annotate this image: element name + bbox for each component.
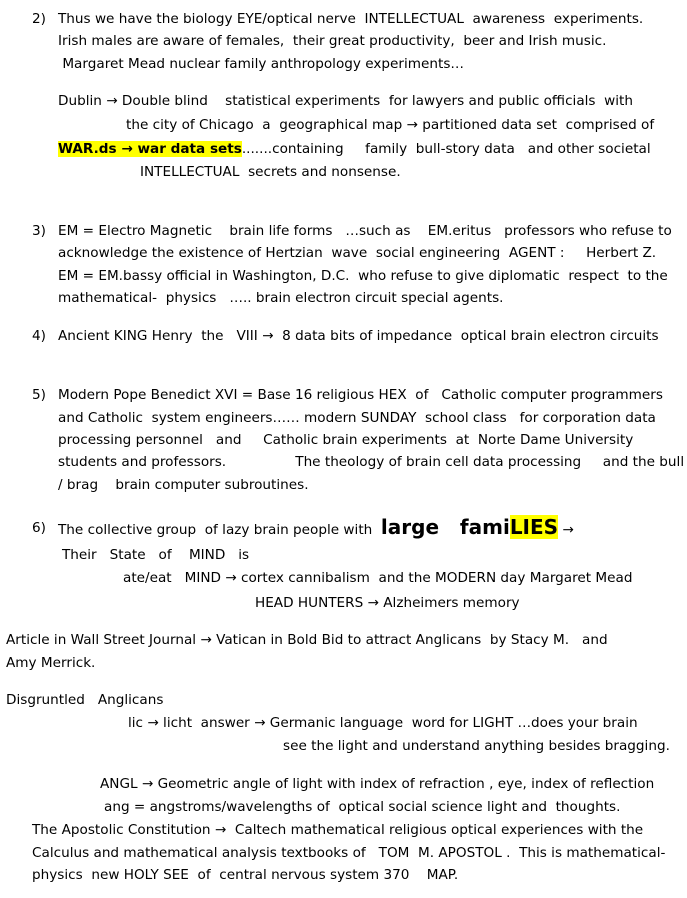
- text-line: INTELLECTUAL secrets and nonsense.: [140, 164, 401, 180]
- item-number-5: 5): [32, 387, 46, 403]
- text-line: Disgruntled Anglicans: [6, 692, 164, 708]
- item-number-6: 6): [32, 520, 46, 536]
- text-line: see the light and understand anything besides bragging.: [283, 738, 670, 754]
- text-line: physics new HOLY SEE of central nervous system 370 MAP.: [32, 867, 459, 883]
- text-line: Modern Pope Benedict XVI = Base 16 religious HEX of Catholic computer programmers: [58, 387, 663, 403]
- item-number-2: 2): [32, 11, 46, 27]
- text-line: Article in Wall Street Journal → Vatican in Bold Bid to attract Anglicans by Stacy M. and: [6, 632, 608, 648]
- arrow-text: →: [558, 522, 574, 538]
- text-line: EM = Electro Magnetic brain life forms …such as EM.eritus professors who refuse to: [58, 223, 672, 239]
- text-line: Ancient KING Henry the VIII → 8 data bits of impedance optical brain electron circuits: [58, 328, 659, 344]
- text-line: Margaret Mead nuclear family anthropology experiments…: [58, 56, 465, 72]
- text-line: Irish males are aware of females, their great productivity, beer and Irish music.: [58, 33, 607, 49]
- text-line: Amy Merrick.: [6, 655, 96, 671]
- text-span: .......containing family bull-story data and other societal: [241, 141, 651, 157]
- text-line: EM = EM.bassy official in Washington, D.C. who refuse to give diplomatic respect to the: [58, 268, 668, 284]
- text-line: Calculus and mathematical analysis textbooks of TOM M. APOSTOL . This is mathematical-: [32, 845, 666, 861]
- text-line: HEAD HUNTERS → Alzheimers memory: [255, 595, 520, 611]
- text-line: the city of Chicago a geographical map → partitioned data set comprised of: [126, 117, 655, 133]
- item-number-4: 4): [32, 328, 46, 344]
- highlighted-large-text: LIES: [509, 515, 559, 539]
- text-line: and Catholic system engineers…… modern SUNDAY school class for corporation data: [58, 410, 656, 426]
- text-line: Dublin → Double blind statistical experiments for lawyers and public officials with: [58, 93, 633, 109]
- text-line: Their State of MIND is: [62, 547, 250, 563]
- text-line: lic → licht answer → Germanic language word for LIGHT …does your brain: [128, 715, 638, 731]
- text-line: mathematical- physics ….. brain electron circuit special agents.: [58, 290, 504, 306]
- text-span: The collective group of lazy brain people with: [58, 522, 381, 538]
- highlighted-text: WAR.ds → war data sets: [58, 141, 242, 157]
- text-line: students and professors. The theology of brain cell data processing and the bull: [58, 454, 685, 470]
- text-line: acknowledge the existence of Hertzian wave social engineering AGENT : Herbert Z.: [58, 245, 657, 261]
- large-text: large fami: [380, 515, 510, 539]
- item-number-3: 3): [32, 223, 46, 239]
- text-line: [58, 140, 651, 158]
- text-line: [58, 514, 574, 543]
- text-line: processing personnel and Catholic brain experiments at Norte Dame University: [58, 432, 634, 448]
- text-line: ate/eat MIND → cortex cannibalism and the MODERN day Margaret Mead: [123, 570, 633, 586]
- text-line: ANGL → Geometric angle of light with index of refraction , eye, index of reflection: [100, 776, 655, 792]
- text-line: Thus we have the biology EYE/optical nerve INTELLECTUAL awareness experiments.: [58, 11, 644, 27]
- text-line: The Apostolic Constitution → Caltech mathematical religious optical experiences with the: [32, 822, 644, 838]
- text-line: / brag brain computer subroutines.: [58, 477, 309, 493]
- text-line: ang = angstroms/wavelengths of optical social science light and thoughts.: [104, 799, 621, 815]
